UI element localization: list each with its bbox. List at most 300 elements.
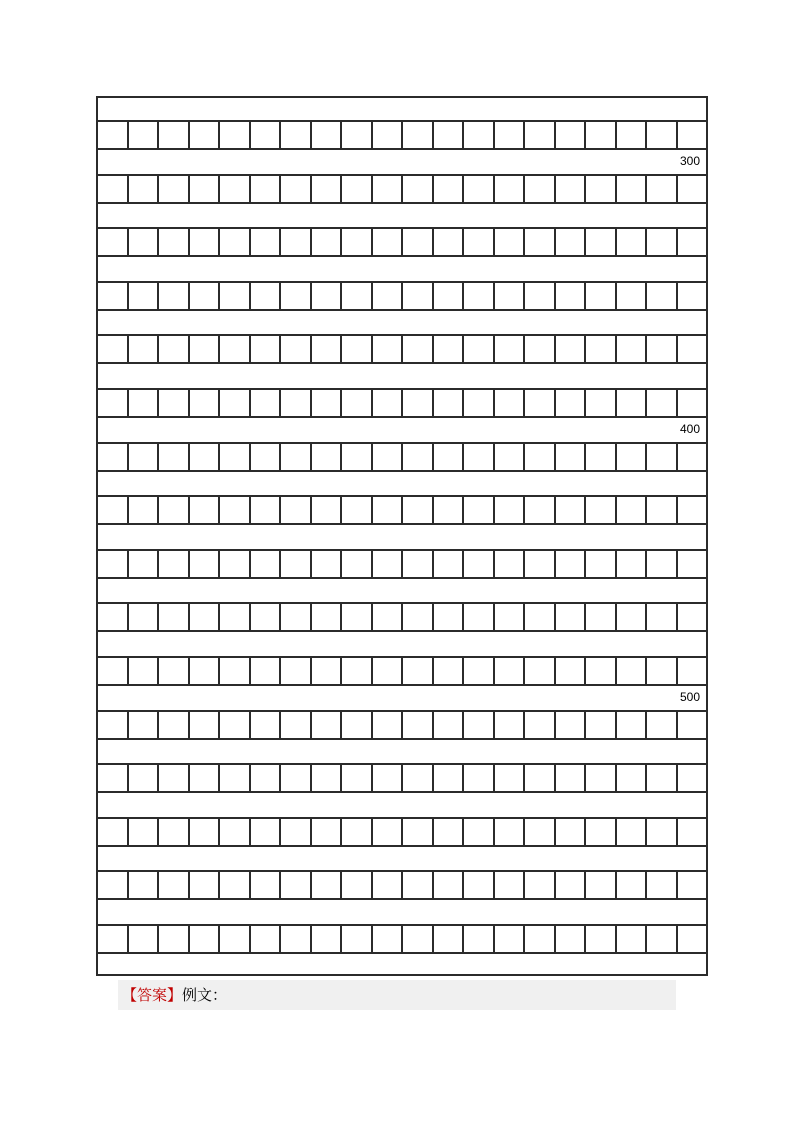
grid-cell[interactable] [127,497,158,523]
grid-cell[interactable] [676,444,707,470]
grid-cell[interactable] [462,926,493,952]
grid-cell[interactable] [584,336,615,362]
grid-cell[interactable] [279,765,310,791]
grid-cell[interactable] [371,658,402,684]
grid-cell[interactable] [554,497,585,523]
grid-cell[interactable] [645,444,676,470]
grid-cell[interactable] [462,658,493,684]
grid-cell[interactable] [188,444,219,470]
grid-cell[interactable] [615,819,646,845]
grid-cell[interactable] [493,658,524,684]
grid-cell[interactable] [340,444,371,470]
grid-cell[interactable] [432,765,463,791]
grid-cell[interactable] [462,712,493,738]
grid-cell[interactable] [584,122,615,148]
grid-cell[interactable] [249,122,280,148]
grid-cell[interactable] [310,658,341,684]
grid-cell[interactable] [249,283,280,309]
grid-cell[interactable] [188,390,219,416]
grid-cell[interactable] [98,926,127,952]
grid-cell[interactable] [493,497,524,523]
grid-cell[interactable] [584,497,615,523]
grid-cell[interactable] [310,497,341,523]
grid-cell[interactable] [188,551,219,577]
grid-cell[interactable] [127,283,158,309]
grid-cell[interactable] [462,872,493,898]
grid-cell[interactable] [676,336,707,362]
grid-cell[interactable] [432,444,463,470]
grid-cell[interactable] [188,926,219,952]
grid-cell[interactable] [127,604,158,630]
grid-cell[interactable] [371,551,402,577]
grid-cell[interactable] [554,283,585,309]
grid-cell[interactable] [279,390,310,416]
grid-cell[interactable] [615,176,646,202]
grid-cell[interactable] [584,872,615,898]
grid-cell[interactable] [218,872,249,898]
grid-cell[interactable] [523,229,554,255]
grid-cell[interactable] [371,604,402,630]
grid-cell[interactable] [371,444,402,470]
grid-cell[interactable] [462,497,493,523]
grid-cell[interactable] [127,712,158,738]
grid-cell[interactable] [371,819,402,845]
grid-cell[interactable] [249,336,280,362]
grid-cell[interactable] [432,229,463,255]
grid-cell[interactable] [98,444,127,470]
grid-cell[interactable] [676,926,707,952]
grid-cell[interactable] [554,658,585,684]
grid-cell[interactable] [218,604,249,630]
grid-cell[interactable] [98,604,127,630]
grid-cell[interactable] [127,926,158,952]
grid-cell[interactable] [584,819,615,845]
grid-cell[interactable] [157,712,188,738]
grid-cell[interactable] [645,926,676,952]
grid-cell[interactable] [523,926,554,952]
grid-cell[interactable] [218,658,249,684]
grid-cell[interactable] [127,551,158,577]
grid-cell[interactable] [279,444,310,470]
grid-cell[interactable] [523,122,554,148]
grid-cell[interactable] [98,819,127,845]
grid-cell[interactable] [279,926,310,952]
grid-cell[interactable] [310,229,341,255]
grid-cell[interactable] [462,229,493,255]
grid-cell[interactable] [218,765,249,791]
grid-cell[interactable] [310,765,341,791]
grid-cell[interactable] [279,497,310,523]
grid-cell[interactable] [554,926,585,952]
grid-cell[interactable] [188,283,219,309]
grid-cell[interactable] [676,229,707,255]
grid-cell[interactable] [401,283,432,309]
grid-cell[interactable] [554,444,585,470]
grid-cell[interactable] [645,604,676,630]
grid-cell[interactable] [615,765,646,791]
grid-cell[interactable] [340,497,371,523]
grid-cell[interactable] [676,604,707,630]
grid-cell[interactable] [523,283,554,309]
grid-cell[interactable] [584,765,615,791]
grid-cell[interactable] [127,336,158,362]
grid-cell[interactable] [493,712,524,738]
grid-cell[interactable] [401,712,432,738]
grid-cell[interactable] [127,765,158,791]
grid-cell[interactable] [493,604,524,630]
grid-cell[interactable] [157,872,188,898]
grid-cell[interactable] [645,658,676,684]
grid-cell[interactable] [493,819,524,845]
grid-cell[interactable] [554,176,585,202]
grid-cell[interactable] [188,497,219,523]
grid-cell[interactable] [462,604,493,630]
grid-cell[interactable] [462,551,493,577]
grid-cell[interactable] [615,122,646,148]
grid-cell[interactable] [279,658,310,684]
grid-cell[interactable] [432,122,463,148]
grid-cell[interactable] [249,229,280,255]
grid-cell[interactable] [218,819,249,845]
grid-cell[interactable] [157,926,188,952]
grid-cell[interactable] [218,390,249,416]
grid-cell[interactable] [584,658,615,684]
grid-cell[interactable] [249,926,280,952]
grid-cell[interactable] [432,176,463,202]
grid-cell[interactable] [279,819,310,845]
grid-cell[interactable] [584,444,615,470]
grid-cell[interactable] [462,336,493,362]
grid-cell[interactable] [188,765,219,791]
grid-cell[interactable] [584,551,615,577]
grid-cell[interactable] [279,604,310,630]
grid-cell[interactable] [249,444,280,470]
grid-cell[interactable] [584,229,615,255]
grid-cell[interactable] [645,497,676,523]
grid-cell[interactable] [523,176,554,202]
grid-cell[interactable] [279,283,310,309]
grid-cell[interactable] [249,176,280,202]
grid-cell[interactable] [615,336,646,362]
grid-cell[interactable] [493,176,524,202]
grid-cell[interactable] [493,122,524,148]
grid-cell[interactable] [371,283,402,309]
grid-cell[interactable] [615,712,646,738]
grid-cell[interactable] [615,444,646,470]
grid-cell[interactable] [401,176,432,202]
grid-cell[interactable] [279,176,310,202]
grid-cell[interactable] [523,819,554,845]
grid-cell[interactable] [645,336,676,362]
grid-cell[interactable] [645,872,676,898]
grid-cell[interactable] [310,283,341,309]
grid-cell[interactable] [279,122,310,148]
grid-cell[interactable] [554,390,585,416]
grid-cell[interactable] [98,765,127,791]
grid-cell[interactable] [676,176,707,202]
grid-cell[interactable] [493,551,524,577]
grid-cell[interactable] [462,176,493,202]
grid-cell[interactable] [401,872,432,898]
grid-cell[interactable] [615,390,646,416]
grid-cell[interactable] [371,122,402,148]
grid-cell[interactable] [401,390,432,416]
grid-cell[interactable] [310,872,341,898]
grid-cell[interactable] [218,497,249,523]
grid-cell[interactable] [462,444,493,470]
grid-cell[interactable] [218,122,249,148]
grid-cell[interactable] [98,872,127,898]
grid-cell[interactable] [157,765,188,791]
grid-cell[interactable] [218,926,249,952]
grid-cell[interactable] [493,765,524,791]
grid-cell[interactable] [401,926,432,952]
grid-cell[interactable] [615,229,646,255]
grid-cell[interactable] [676,390,707,416]
grid-cell[interactable] [371,765,402,791]
grid-cell[interactable] [523,551,554,577]
grid-cell[interactable] [523,390,554,416]
grid-cell[interactable] [98,658,127,684]
grid-cell[interactable] [310,336,341,362]
grid-cell[interactable] [645,283,676,309]
grid-cell[interactable] [401,551,432,577]
grid-cell[interactable] [157,551,188,577]
grid-cell[interactable] [340,712,371,738]
grid-cell[interactable] [615,551,646,577]
grid-cell[interactable] [554,551,585,577]
grid-cell[interactable] [340,176,371,202]
grid-cell[interactable] [371,336,402,362]
grid-cell[interactable] [523,872,554,898]
grid-cell[interactable] [401,497,432,523]
grid-cell[interactable] [157,229,188,255]
grid-cell[interactable] [676,551,707,577]
grid-cell[interactable] [401,336,432,362]
grid-cell[interactable] [493,336,524,362]
grid-cell[interactable] [584,712,615,738]
grid-cell[interactable] [127,229,158,255]
grid-cell[interactable] [218,336,249,362]
grid-cell[interactable] [157,604,188,630]
grid-cell[interactable] [157,283,188,309]
grid-cell[interactable] [249,658,280,684]
grid-cell[interactable] [432,551,463,577]
grid-cell[interactable] [218,229,249,255]
grid-cell[interactable] [98,336,127,362]
grid-cell[interactable] [127,819,158,845]
grid-cell[interactable] [493,283,524,309]
grid-cell[interactable] [432,336,463,362]
grid-cell[interactable] [554,765,585,791]
grid-cell[interactable] [188,872,219,898]
grid-cell[interactable] [310,390,341,416]
grid-cell[interactable] [157,122,188,148]
grid-cell[interactable] [157,336,188,362]
grid-cell[interactable] [371,497,402,523]
grid-cell[interactable] [249,765,280,791]
grid-cell[interactable] [432,604,463,630]
grid-cell[interactable] [432,283,463,309]
grid-cell[interactable] [432,872,463,898]
grid-cell[interactable] [157,176,188,202]
grid-cell[interactable] [157,658,188,684]
grid-cell[interactable] [340,658,371,684]
grid-cell[interactable] [218,444,249,470]
grid-cell[interactable] [554,712,585,738]
grid-cell[interactable] [310,604,341,630]
grid-cell[interactable] [432,497,463,523]
grid-cell[interactable] [127,122,158,148]
grid-cell[interactable] [340,229,371,255]
grid-cell[interactable] [554,872,585,898]
grid-cell[interactable] [676,872,707,898]
grid-cell[interactable] [615,926,646,952]
grid-cell[interactable] [462,765,493,791]
grid-cell[interactable] [279,872,310,898]
grid-cell[interactable] [279,712,310,738]
grid-cell[interactable] [676,122,707,148]
grid-cell[interactable] [645,122,676,148]
grid-cell[interactable] [645,229,676,255]
grid-cell[interactable] [249,819,280,845]
grid-cell[interactable] [645,765,676,791]
grid-cell[interactable] [645,176,676,202]
grid-cell[interactable] [98,229,127,255]
grid-cell[interactable] [188,712,219,738]
grid-cell[interactable] [554,819,585,845]
grid-cell[interactable] [401,444,432,470]
grid-cell[interactable] [493,390,524,416]
grid-cell[interactable] [584,176,615,202]
grid-cell[interactable] [188,122,219,148]
grid-cell[interactable] [218,283,249,309]
grid-cell[interactable] [340,122,371,148]
grid-cell[interactable] [462,819,493,845]
grid-cell[interactable] [188,604,219,630]
grid-cell[interactable] [493,926,524,952]
grid-cell[interactable] [188,176,219,202]
grid-cell[interactable] [615,658,646,684]
grid-cell[interactable] [584,283,615,309]
grid-cell[interactable] [340,283,371,309]
grid-cell[interactable] [371,712,402,738]
grid-cell[interactable] [157,497,188,523]
grid-cell[interactable] [310,819,341,845]
grid-cell[interactable] [279,551,310,577]
grid-cell[interactable] [432,658,463,684]
grid-cell[interactable] [310,926,341,952]
grid-cell[interactable] [462,283,493,309]
grid-cell[interactable] [310,444,341,470]
grid-cell[interactable] [249,497,280,523]
grid-cell[interactable] [645,390,676,416]
grid-cell[interactable] [157,444,188,470]
grid-cell[interactable] [98,122,127,148]
grid-cell[interactable] [676,497,707,523]
grid-cell[interactable] [676,712,707,738]
grid-cell[interactable] [432,390,463,416]
grid-cell[interactable] [279,229,310,255]
grid-cell[interactable] [432,819,463,845]
grid-cell[interactable] [493,444,524,470]
grid-cell[interactable] [493,872,524,898]
grid-cell[interactable] [127,872,158,898]
grid-cell[interactable] [340,390,371,416]
grid-cell[interactable] [127,390,158,416]
grid-cell[interactable] [523,712,554,738]
grid-cell[interactable] [340,604,371,630]
grid-cell[interactable] [554,229,585,255]
grid-cell[interactable] [523,604,554,630]
grid-cell[interactable] [340,872,371,898]
grid-cell[interactable] [676,765,707,791]
grid-cell[interactable] [188,658,219,684]
grid-cell[interactable] [188,229,219,255]
grid-cell[interactable] [98,497,127,523]
grid-cell[interactable] [218,551,249,577]
grid-cell[interactable] [462,390,493,416]
grid-cell[interactable] [218,176,249,202]
grid-cell[interactable] [371,229,402,255]
grid-cell[interactable] [584,926,615,952]
grid-cell[interactable] [554,336,585,362]
grid-cell[interactable] [249,712,280,738]
grid-cell[interactable] [127,176,158,202]
grid-cell[interactable] [401,229,432,255]
grid-cell[interactable] [249,872,280,898]
grid-cell[interactable] [615,283,646,309]
grid-cell[interactable] [615,604,646,630]
grid-cell[interactable] [371,176,402,202]
grid-cell[interactable] [188,819,219,845]
grid-cell[interactable] [401,819,432,845]
grid-cell[interactable] [676,283,707,309]
grid-cell[interactable] [462,122,493,148]
grid-cell[interactable] [340,926,371,952]
grid-cell[interactable] [249,604,280,630]
grid-cell[interactable] [645,819,676,845]
grid-cell[interactable] [249,390,280,416]
grid-cell[interactable] [523,444,554,470]
grid-cell[interactable] [98,390,127,416]
grid-cell[interactable] [615,497,646,523]
grid-cell[interactable] [98,551,127,577]
grid-cell[interactable] [615,872,646,898]
grid-cell[interactable] [371,872,402,898]
grid-cell[interactable] [127,444,158,470]
grid-cell[interactable] [340,551,371,577]
grid-cell[interactable] [98,283,127,309]
grid-cell[interactable] [523,658,554,684]
grid-cell[interactable] [401,658,432,684]
grid-cell[interactable] [279,336,310,362]
grid-cell[interactable] [310,122,341,148]
grid-cell[interactable] [218,712,249,738]
grid-cell[interactable] [645,712,676,738]
grid-cell[interactable] [523,765,554,791]
grid-cell[interactable] [401,122,432,148]
grid-cell[interactable] [401,765,432,791]
grid-cell[interactable] [645,551,676,577]
grid-cell[interactable] [157,390,188,416]
grid-cell[interactable] [340,819,371,845]
grid-cell[interactable] [493,229,524,255]
grid-cell[interactable] [676,658,707,684]
grid-cell[interactable] [371,390,402,416]
grid-cell[interactable] [554,604,585,630]
grid-cell[interactable] [127,658,158,684]
